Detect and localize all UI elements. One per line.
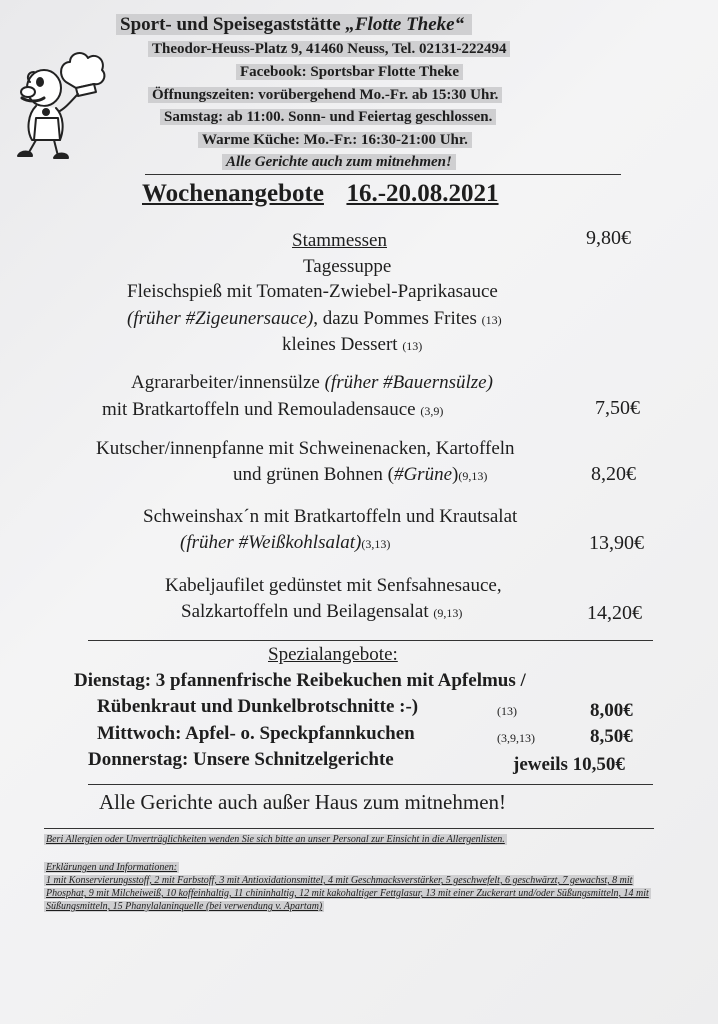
item2-line1: Agrararbeiter/innensülze xyxy=(131,372,325,393)
item4-line2-italic: (früher #Weißkohlsalat) xyxy=(180,532,362,553)
item4-code: (3,13) xyxy=(361,537,391,551)
item3-line1: Kutscher/innenpfanne mit Schweinenacken, Kartoffeln xyxy=(96,438,515,459)
chef-mascot-illustration xyxy=(6,42,112,166)
item2-price: 7,50€ xyxy=(595,397,640,419)
kitchen-hours: Warme Küche: Mo.-Fr.: 16:30-21:00 Uhr. xyxy=(198,132,472,148)
item4-price: 13,90€ xyxy=(589,532,644,554)
address-phone: Theodor-Heuss-Platz 9, 41460 Neuss, Tel. 02131-222494 xyxy=(148,41,510,57)
item4-line1: Schweinshax´n mit Bratkartoffeln und Krautsalat xyxy=(143,506,518,527)
weekly-offers-title xyxy=(142,180,499,208)
item5-code: (9,13) xyxy=(433,606,463,620)
item5-line2: Salzkartoffeln und Beilagensalat xyxy=(181,601,429,622)
allergy-note: Beri Allergien oder Unverträglichkeiten wenden Sie sich bitte an unser Personal zur Einsicht in die Allergenlisten. xyxy=(46,834,505,845)
item1-line4-code: (13) xyxy=(402,339,423,353)
divider-footer xyxy=(88,784,653,785)
item2-code: (3,9) xyxy=(420,404,444,418)
item3-line2-italic: #Grüne xyxy=(393,464,453,485)
saturday-hours: Samstag: ab 11:00. Sonn- und Feiertag geschlossen. xyxy=(160,109,496,125)
takeaway-note: Alle Gerichte auch zum mitnehmen! xyxy=(222,154,456,170)
footer-takeaway: Alle Gerichte auch außer Haus zum mitnehmen! xyxy=(99,790,507,814)
title-prefix: Sport- und Speisegaststätte xyxy=(120,14,346,35)
item1-line2: Fleischspieß mit Tomaten-Zwiebel-Paprikasauce xyxy=(127,281,498,302)
restaurant-title xyxy=(116,14,472,36)
item1-line3-code: (13) xyxy=(481,313,502,327)
divider-allergy xyxy=(44,828,654,829)
info-title: Erklärungen und Informationen: xyxy=(46,862,178,873)
special3-price: jeweils 10,50€ xyxy=(513,754,625,775)
divider-header xyxy=(145,174,621,175)
opening-hours: Öffnungszeiten: vorübergehend Mo.-Fr. ab 15:30 Uhr. xyxy=(148,87,502,103)
item5-line1: Kabeljaufilet gedünstet mit Senfsahnesauce, xyxy=(165,575,502,596)
special1-line1: Dienstag: 3 pfannenfrische Reibekuchen mit Apfelmus / xyxy=(74,670,526,691)
special2-price: 8,50€ xyxy=(590,726,633,747)
weekly-title-word: Wochenangebote xyxy=(142,180,324,207)
item1-line1: Tagessuppe xyxy=(303,256,392,277)
special1-line2: Rübenkraut und Dunkelbrotschnitte :-) xyxy=(97,696,419,717)
item2-line2: mit Bratkartoffeln und Remouladensauce xyxy=(102,399,416,420)
item2-line1-italic: (früher #Bauernsülze) xyxy=(324,372,493,393)
info-text: 1 mit Konservierungsstoff, 2 mit Farbstoff, 3 mit Antioxidationsmittel, 4 mit Geschmacksverstärker, 5 geschwefelt, 6 geschwärzt, 7 gewachst, 8 mit Phosphat, 9 mit Milcheiweiß, 10 koffeinhaltig, 11 chininhaltig, 12 mit kakohaltiger Fettglasur, 13 mit einer Zuckerart und/oder Süßungsmitteln, 14 mit Süßungsmitteln, 15 Phanylalaninquelle (bei verwendung v. Apartam) xyxy=(46,875,649,912)
item3-price: 8,20€ xyxy=(591,463,636,485)
item1-line3-rest: , dazu Pommes Frites xyxy=(313,308,477,329)
special2-code: (3,9,13) xyxy=(497,731,535,745)
item1-line4: kleines Dessert xyxy=(282,334,398,355)
item3-line2-b: ) xyxy=(452,464,459,485)
special1-code: (13) xyxy=(497,704,517,718)
item3-line2-a: und grünen Bohnen ( xyxy=(233,464,394,485)
item3-code: (9,13) xyxy=(458,469,488,483)
item1-line3-italic: (früher #Zigeunersauce) xyxy=(127,308,314,329)
special2: Mittwoch: Apfel- o. Speckpfannkuchen xyxy=(97,723,415,744)
special3: Donnerstag: Unsere Schnitzelgerichte xyxy=(88,749,394,770)
special1-price: 8,00€ xyxy=(590,700,633,721)
facebook-line: Facebook: Sportsbar Flotte Theke xyxy=(236,64,463,80)
item1-name: Stammessen xyxy=(292,230,387,251)
divider-specials xyxy=(88,640,653,641)
weekly-title-date: 16.-20.08.2021 xyxy=(346,180,499,207)
item5-price: 14,20€ xyxy=(587,602,642,624)
title-name: „Flotte Theke“ xyxy=(345,14,465,35)
specials-title: Spezialangebote: xyxy=(268,644,398,665)
item1-price: 9,80€ xyxy=(586,227,631,249)
